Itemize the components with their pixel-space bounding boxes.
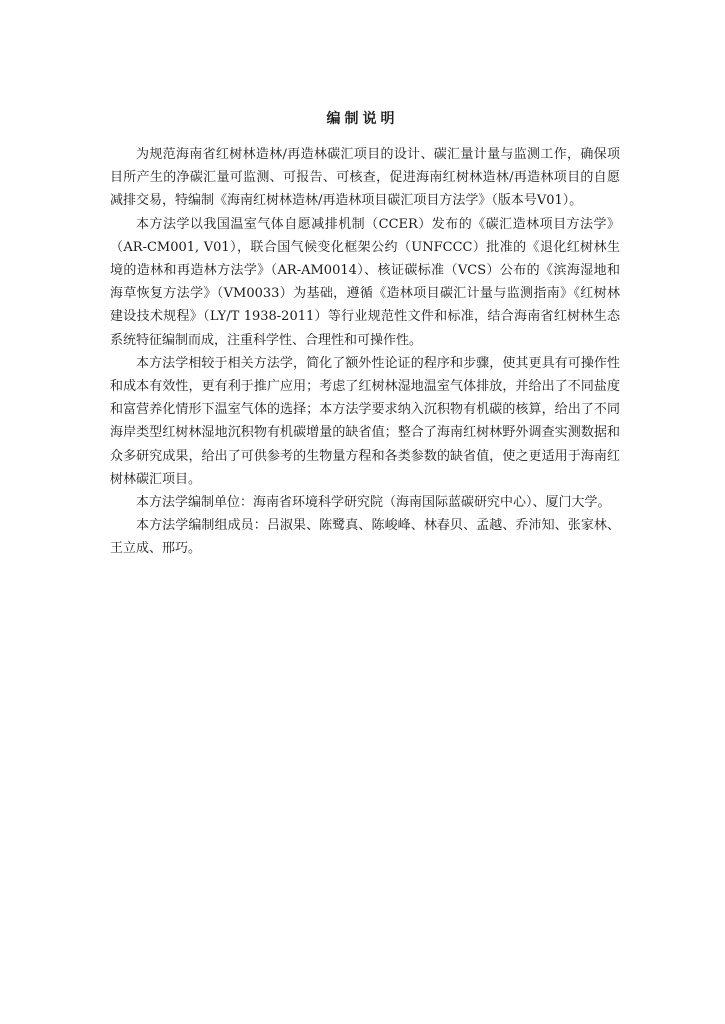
paragraph-improvements: 本方法学相较于相关方法学，简化了额外性论证的程序和步骤，使其更具有可操作性和成本有效性，更有利于推广应用；考虑了红树林湿地温室气体排放，并给出了不同盐度和富营养化情形下温室气体的选择；本方法学要求纳入沉积物有机碳的核算，给出了不同海岸类型红树林湿地沉积物有机碳增量的缺省值；整合了海南红树林野外调查实测数据和众多研究成果，给出了可供参考的生物量方程和各类参数的缺省值，使之更适用于海南红树林碳汇项目。: [110, 355, 620, 487]
paragraph-organizations: 本方法学编制单位：海南省环境科学研究院（海南国际蓝碳研究中心）、厦门大学。: [136, 495, 611, 511]
paragraph-basis: 本方法学以我国温室气体自愿减排机制（CCER）发布的《碳汇造林项目方法学》（AR-CM001, V01），联合国气候变化框架公约（UNFCCC）批准的《退化红树林生境的造林和再造林方法学》（AR-AM0014）、核证碳标准（VCS）公布的《滨海湿地和海草恢复方法学》（VM0033）为基础，遵循《造林项目碳汇计量与监测指南》《红树林建设技术规程》（LY/T 1938-2011）等行业规范性文件和标准，结合海南省红树林生态系统特征编制而成，注重科学性、合理性和可操作性。: [110, 216, 620, 348]
body-text: [110, 143, 620, 561]
page-title: 编制说明: [326, 111, 399, 127]
paragraph-authors: 本方法学编制组成员：吕淑果、陈鹭真、陈峻峰、林春贝、孟越、乔沛知、张家林、王立成、邢巧。: [110, 518, 620, 557]
paragraph-purpose: 为规范海南省红树林造林/再造林碳汇项目的设计、碳汇量计量与监测工作，确保项目所产生的净碳汇量可监测、可报告、可核查，促进海南红树林造林/再造林项目的自愿减排交易，特编制《海南红树林造林/再造林项目碳汇项目方法学》（版本号V01）。: [110, 147, 620, 209]
